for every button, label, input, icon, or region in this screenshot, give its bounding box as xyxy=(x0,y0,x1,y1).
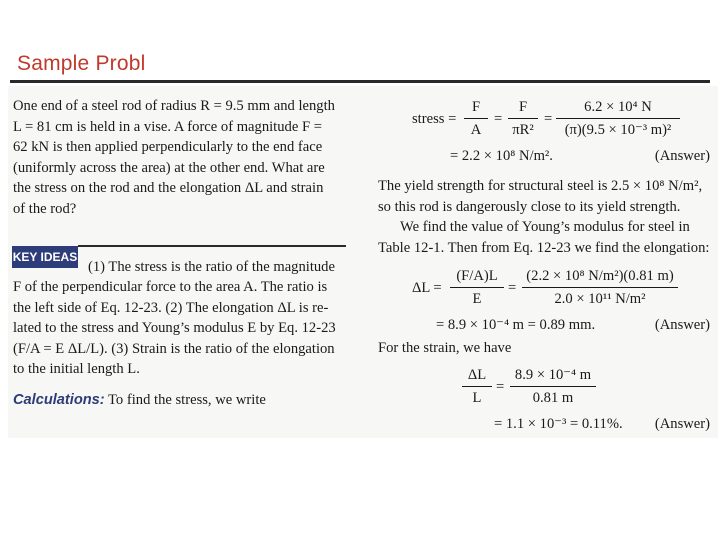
elongation-f1-num: (F/A)L xyxy=(456,268,498,284)
stress-f2-den: πR² xyxy=(512,122,534,138)
stress-result: = 2.2 × 10⁸ N/m². xyxy=(450,148,553,164)
elongation-result: = 8.9 × 10⁻⁴ m = 0.89 mm. xyxy=(436,317,596,333)
fraction-bar xyxy=(522,287,678,288)
page-title: Sample Probl xyxy=(17,52,146,75)
elongation-f2-num: (2.2 × 10⁸ N/m²)(0.81 m) xyxy=(526,268,674,284)
stress-f1-den: A xyxy=(470,122,482,138)
key-ideas-badge: KEY IDEAS xyxy=(12,246,78,268)
strain-f2-num: 8.9 × 10⁻⁴ m xyxy=(514,367,592,383)
stress-f3-num: 6.2 × 10⁴ N xyxy=(584,99,652,115)
equals-sign: = xyxy=(508,280,517,296)
yield-line: The yield strength for structural steel is 2.5 × 10⁸ N/m², xyxy=(378,178,703,194)
equals-sign: = xyxy=(494,111,503,127)
answer-tag: (Answer) xyxy=(654,416,710,432)
key-ideas-divider xyxy=(78,245,346,247)
problem-statement xyxy=(13,96,353,219)
key-ideas-text xyxy=(13,277,353,380)
problem-line: of the rod? xyxy=(13,200,77,217)
stress-f3-den: (π)(9.5 × 10⁻³ m)² xyxy=(564,122,672,138)
fraction-bar xyxy=(510,386,596,387)
problem-line: the stress on the rod and the elongation ΔL and strain xyxy=(13,180,324,196)
equals-sign: = xyxy=(544,111,553,127)
equals-sign: = xyxy=(496,379,505,395)
key-ideas-line: the left side of Eq. 12-23. (2) The elongation ΔL is re- xyxy=(13,299,329,316)
elongation-lhs: ΔL = xyxy=(412,280,442,296)
title-divider xyxy=(10,80,710,83)
fraction-bar xyxy=(464,118,488,119)
calculations-line xyxy=(13,390,353,411)
problem-line: One end of a steel rod of radius R = 9.5 mm and length xyxy=(13,98,335,114)
yield-line: We find the value of Young’s modulus for steel in xyxy=(400,219,690,235)
stress-f2-num: F xyxy=(518,99,528,115)
yield-text xyxy=(378,176,714,258)
strain-f2-den: 0.81 m xyxy=(532,390,574,406)
key-ideas-line: F of the perpendicular force to the area A. The ratio is xyxy=(13,279,328,295)
calculations-text: To find the stress, we write xyxy=(108,392,266,408)
problem-line: 62 kN is then applied perpendicularly to the end face xyxy=(13,139,323,155)
yield-line: so this rod is dangerously close to its yield strength. xyxy=(378,198,681,215)
strain-intro: For the strain, we have xyxy=(378,340,512,356)
calculations-label: Calculations: xyxy=(13,392,105,408)
strain-f1-num: ΔL xyxy=(467,367,487,383)
key-ideas-line: to the initial length L. xyxy=(13,361,140,377)
key-ideas-line: lated to the stress and Young’s modulus E by Eq. 12-23 xyxy=(13,320,336,336)
problem-line: L = 81 cm is held in a vise. A force of magnitude F = xyxy=(13,118,322,135)
fraction-bar xyxy=(450,287,504,288)
elongation-f2-den: 2.0 × 10¹¹ N/m² xyxy=(554,291,646,307)
elongation-f1-den: E xyxy=(472,291,482,307)
stress-lhs: stress = xyxy=(412,111,457,127)
fraction-bar xyxy=(556,118,680,119)
fraction-bar xyxy=(508,118,538,119)
key-ideas-line: (F/A = E ΔL/L). (3) Strain is the ratio of the elongation xyxy=(13,340,335,357)
answer-tag: (Answer) xyxy=(654,148,710,164)
stress-f1-num: F xyxy=(471,99,481,115)
strain-result: = 1.1 × 10⁻³ = 0.11%. xyxy=(494,416,623,432)
key-ideas-line: (1) The stress is the ratio of the magnitude xyxy=(88,259,335,275)
fraction-bar xyxy=(462,386,492,387)
strain-f1-den: L xyxy=(472,390,482,406)
yield-line: Table 12-1. Then from Eq. 12-23 we find the elongation: xyxy=(378,239,710,256)
problem-line: (uniformly across the area) at the other end. What are xyxy=(13,159,325,176)
answer-tag: (Answer) xyxy=(654,317,710,333)
